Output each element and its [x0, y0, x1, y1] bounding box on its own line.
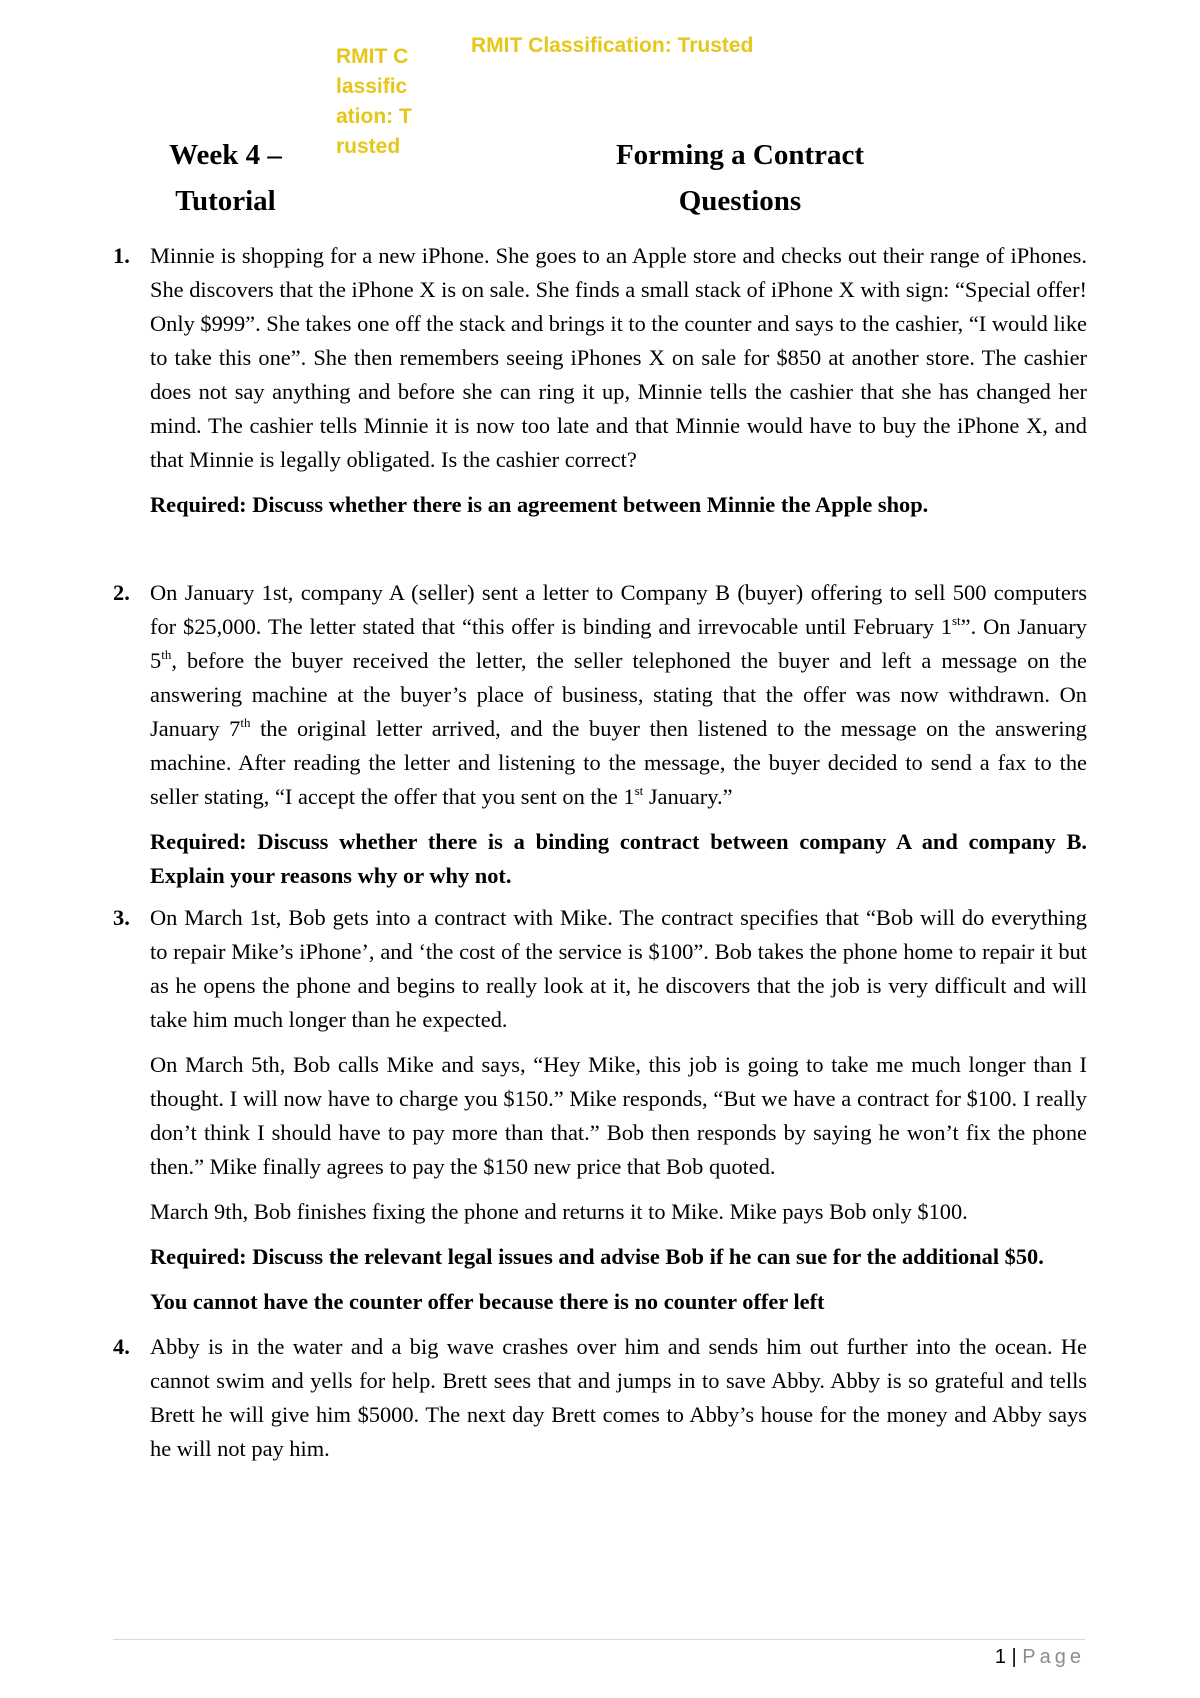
text-run: , before the buyer received the letter, the seller telephoned the buyer and left a message on the answering machine at the buyer’s place of business, stating that the offer was now withdrawn. On January 7	[150, 648, 1087, 741]
page-title	[580, 132, 900, 224]
page-title-line1: Forming a Contract	[615, 139, 865, 171]
superscript: st	[634, 783, 644, 798]
question-required: Required: Discuss the relevant legal issues and advise Bob if he can sue for the additional $50.	[150, 1244, 1044, 1269]
superscript: st	[952, 613, 961, 628]
question-4	[113, 1330, 1087, 1466]
classification-label-top: RMIT Classification: Trusted	[471, 34, 754, 57]
week-heading	[148, 132, 303, 224]
classification-label-side: RMIT Classification: Trusted	[336, 45, 412, 158]
question-paragraph: March 9th, Bob finishes fixing the phone and returns it to Mike. Mike pays Bob only $100.	[150, 1199, 968, 1224]
question-number: 4.	[113, 1334, 130, 1359]
question-paragraph: Minnie is shopping for a new iPhone. She goes to an Apple store and checks out their range of iPhones. She discovers that the iPhone X is on sale. She finds a small stack of iPhone X with sign: “Special offer! Only $999”. She takes one off the stack and brings it to the counter and says to the cashier, “I would like to take this one”. She then remembers seeing iPhones X on sale for $850 at another store. The cashier does not say anything and before she can ring it up, Minnie tells the cashier that she has changed her mind. The cashier tells Minnie it is now too late and that Minnie would have to buy the iPhone X, and that Minnie is legally obligated. Is the cashier correct?	[150, 243, 1087, 472]
question-number: 2.	[113, 580, 130, 605]
page-title-line2: Questions	[678, 185, 802, 217]
page-separator: |	[1011, 1646, 1017, 1668]
text-run: the original letter arrived, and the buyer then listened to the message on the answering machine. After reading the letter and listening to the message, the buyer decided to send a fax to the seller stating, “I accept the offer that you sent on the 1	[150, 716, 1087, 809]
question-number: 1.	[113, 243, 130, 268]
question-3	[113, 901, 1087, 1319]
question-1	[113, 239, 1087, 522]
questions-list	[113, 239, 1087, 1466]
question-2	[113, 576, 1087, 893]
superscript: th	[161, 647, 172, 662]
page-footer	[995, 1643, 1085, 1671]
question-note: You cannot have the counter offer because there is no counter offer left	[150, 1289, 825, 1314]
question-required: Required: Discuss whether there is a binding contract between company A and company B. Explain your reasons why or why not.	[150, 829, 1087, 888]
question-number: 3.	[113, 905, 130, 930]
superscript: th	[240, 715, 251, 730]
question-paragraph: Abby is in the water and a big wave crashes over him and sends him out further into the ocean. He cannot swim and yells for help. Brett sees that and jumps in to save Abby. Abby is so grateful and tells Brett he will give him $5000. The next day Brett comes to Abby’s house for the money and Abby says he will not pay him.	[150, 1334, 1087, 1461]
page-number: 1	[994, 1646, 1006, 1668]
question-paragraph	[150, 576, 1087, 814]
text-run: ”. On January 5	[150, 614, 1087, 673]
question-required: Required: Discuss whether there is an agreement between Minnie the Apple shop.	[150, 492, 929, 517]
question-paragraph: On March 5th, Bob calls Mike and says, “Hey Mike, this job is going to take me much longer than I thought. I will now have to charge you $150.” Mike responds, “But we have a contract for $100. I really don’t think I should have to pay more than that.” Bob then responds by saying he won’t fix the phone then.” Mike finally agrees to pay the $150 new price that Bob quoted.	[150, 1052, 1087, 1179]
week-heading-line2: Tutorial	[175, 185, 276, 217]
footer-divider	[113, 1639, 1085, 1640]
text-run: On January 1st, company A (seller) sent a letter to Company B (buyer) offering to sell 500 computers for $25,000. The letter stated that “this offer is binding and irrevocable until February 1	[150, 580, 1087, 639]
week-heading-line1: Week 4 –	[169, 139, 282, 171]
text-run: January.”	[643, 784, 733, 809]
question-paragraph: On March 1st, Bob gets into a contract with Mike. The contract specifies that “Bob will do everything to repair Mike’s iPhone’, and ‘the cost of the service is $100”. Bob takes the phone home to repair it but as he opens the phone and begins to really look at it, he discovers that the job is very difficult and will take him much longer than he expected.	[150, 905, 1087, 1032]
page-label: Page	[1022, 1646, 1085, 1668]
